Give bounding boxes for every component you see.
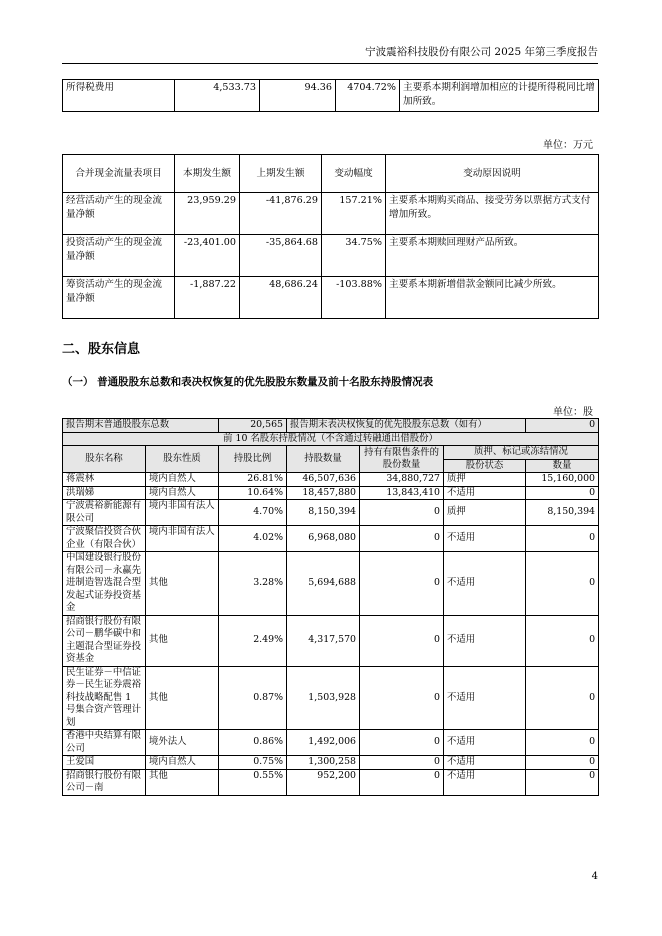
sh-status: 不适用 [444, 526, 526, 552]
cashflow-table [62, 154, 599, 319]
income-tax-table [62, 79, 599, 112]
sh-restricted: 0 [360, 756, 444, 770]
sh-ratio: 26.81% [219, 473, 287, 487]
sh-name: 宁波聚信投资合伙企业（有限合伙） [63, 526, 146, 552]
cf-change: 157.21% [322, 193, 386, 235]
cf-current: -1,887.22 [175, 277, 240, 319]
sh-shares: 1,503,928 [287, 666, 360, 730]
sh-restricted: 0 [360, 769, 444, 795]
sh-restricted: 0 [360, 730, 444, 756]
sh-count: 0 [526, 730, 599, 756]
sh-name: 王爱国 [63, 756, 146, 770]
sh-name: 香港中央结算有限公司 [63, 730, 146, 756]
table-row [63, 500, 599, 526]
total-label: 报告期末普通股股东总数 [63, 419, 219, 433]
table-header-row [63, 446, 599, 460]
sh-status: 不适用 [444, 756, 526, 770]
sh-ratio: 2.49% [219, 615, 287, 666]
sh-status: 不适用 [444, 769, 526, 795]
sh-ratio: 0.87% [219, 666, 287, 730]
sh-shares: 1,300,258 [287, 756, 360, 770]
cf-current: -23,401.00 [175, 235, 240, 277]
sh-name: 中国建设银行股份有限公司－永赢先进制造智选混合型发起式证券投资基金 [63, 552, 146, 616]
total-value: 20,565 [219, 419, 287, 433]
table-row [63, 80, 599, 112]
col-header: 质押、标记或冻结情况 [444, 446, 599, 460]
table-row [63, 666, 599, 730]
table-row [63, 552, 599, 616]
sh-count: 0 [526, 486, 599, 500]
sh-status: 不适用 [444, 486, 526, 500]
sh-shares: 46,507,636 [287, 473, 360, 487]
shareholders-table [62, 418, 599, 796]
table-header-row [63, 155, 599, 193]
table-row [63, 730, 599, 756]
col-header: 变动幅度 [322, 155, 386, 193]
sh-status: 质押 [444, 500, 526, 526]
header-rule [62, 63, 598, 64]
cf-reason: 主要系本期购买商品、接受劳务以票据方式支付增加所致。 [386, 193, 599, 235]
table-row [63, 756, 599, 770]
sh-status: 质押 [444, 473, 526, 487]
table-row [63, 473, 599, 487]
sh-count: 0 [526, 756, 599, 770]
sh-restricted: 0 [360, 500, 444, 526]
table-row [63, 235, 599, 277]
cf-previous: -35,864.68 [240, 235, 322, 277]
sh-name: 洪瑞娣 [63, 486, 146, 500]
cf-item: 经营活动产生的现金流量净额 [63, 193, 175, 235]
sh-shares: 5,694,688 [287, 552, 360, 616]
sh-nature: 境外法人 [146, 730, 219, 756]
sh-ratio: 10.64% [219, 486, 287, 500]
sh-name: 招商银行股份有限公司－鹏华碳中和主题混合型证券投资基金 [63, 615, 146, 666]
table-row [63, 419, 599, 433]
sh-shares: 6,968,080 [287, 526, 360, 552]
sh-nature: 境内自然人 [146, 756, 219, 770]
cf-reason: 主要系本期新增借款金额同比减少所致。 [386, 277, 599, 319]
sh-shares: 18,457,880 [287, 486, 360, 500]
sh-name: 蒋震林 [63, 473, 146, 487]
tax-change: 4704.72% [336, 80, 400, 112]
cf-previous: -41,876.29 [240, 193, 322, 235]
table-row [63, 615, 599, 666]
sh-name: 宁波震裕新能源有限公司 [63, 500, 146, 526]
sh-nature: 境内非国有法人 [146, 526, 219, 552]
table-row [63, 526, 599, 552]
cf-item: 筹资活动产生的现金流量净额 [63, 277, 175, 319]
sh-shares: 8,150,394 [287, 500, 360, 526]
tax-current: 4,533.73 [175, 80, 260, 112]
sh-name: 招商银行股份有限公司－南 [63, 769, 146, 795]
sh-restricted: 34,880,727 [360, 473, 444, 487]
sh-nature: 其他 [146, 615, 219, 666]
sh-ratio: 0.55% [219, 769, 287, 795]
col-header: 持股数量 [287, 446, 360, 473]
col-header: 合并现金流量表项目 [63, 155, 175, 193]
sh-ratio: 3.28% [219, 552, 287, 616]
sh-restricted: 13,843,410 [360, 486, 444, 500]
sh-count: 0 [526, 769, 599, 795]
section-title: 二、股东信息 [62, 342, 141, 357]
pref-value: 0 [526, 419, 599, 433]
sh-ratio: 4.02% [219, 526, 287, 552]
cf-reason: 主要系本期赎回理财产品所致。 [386, 235, 599, 277]
sh-ratio: 4.70% [219, 500, 287, 526]
tax-previous: 94.36 [260, 80, 336, 112]
shareholders-unit: 单位：股 [553, 407, 593, 418]
table-row [63, 769, 599, 795]
subsection-title: （一） 普通股股东总数和表决权恢复的优先股股东数量及前十名股东持股情况表 [62, 376, 434, 388]
col-header: 股东名称 [63, 446, 146, 473]
sh-restricted: 0 [360, 615, 444, 666]
sh-nature: 境内自然人 [146, 473, 219, 487]
col-header: 数量 [526, 459, 599, 473]
sh-count: 0 [526, 666, 599, 730]
sh-status: 不适用 [444, 615, 526, 666]
cf-change: 34.75% [322, 235, 386, 277]
pref-label: 报告期末表决权恢复的优先股股东总数（如有） [287, 419, 526, 433]
tax-reason: 主要系本期利润增加相应的计提所得税同比增加所致。 [400, 80, 599, 112]
sh-nature: 境内自然人 [146, 486, 219, 500]
col-header: 股份状态 [444, 459, 526, 473]
col-header: 变动原因说明 [386, 155, 599, 193]
cf-previous: 48,686.24 [240, 277, 322, 319]
col-header: 持股比例 [219, 446, 287, 473]
sh-count: 0 [526, 615, 599, 666]
table-row [63, 193, 599, 235]
col-header: 上期发生额 [240, 155, 322, 193]
sh-ratio: 0.86% [219, 730, 287, 756]
sh-status: 不适用 [444, 552, 526, 616]
sh-shares: 4,317,570 [287, 615, 360, 666]
page-number: 4 [591, 871, 598, 882]
sh-name: 民生证券－中信证券－民生证券震裕科技战略配售 1 号集合资产管理计划 [63, 666, 146, 730]
sh-count: 8,150,394 [526, 500, 599, 526]
cf-change: -103.88% [322, 277, 386, 319]
sh-ratio: 0.75% [219, 756, 287, 770]
sh-count: 0 [526, 526, 599, 552]
sh-status: 不适用 [444, 666, 526, 730]
sh-nature: 其他 [146, 552, 219, 616]
sh-count: 0 [526, 552, 599, 616]
sh-nature: 境内非国有法人 [146, 500, 219, 526]
cashflow-unit: 单位：万元 [543, 140, 593, 151]
sh-restricted: 0 [360, 526, 444, 552]
sh-status: 不适用 [444, 730, 526, 756]
report-header: 宁波震裕科技股份有限公司 2025 年第三季度报告 [365, 46, 598, 58]
col-header: 股东性质 [146, 446, 219, 473]
sh-restricted: 0 [360, 666, 444, 730]
sh-nature: 其他 [146, 769, 219, 795]
sh-shares: 1,492,006 [287, 730, 360, 756]
top10-label: 前 10 名股东持股情况（不含通过转融通出借股份） [63, 432, 599, 446]
sh-restricted: 0 [360, 552, 444, 616]
sh-nature: 其他 [146, 666, 219, 730]
col-header: 本期发生额 [175, 155, 240, 193]
table-row [63, 486, 599, 500]
table-row [63, 432, 599, 446]
col-header: 持有有限售条件的股份数量 [360, 446, 444, 473]
cf-item: 投资活动产生的现金流量净额 [63, 235, 175, 277]
table-row [63, 277, 599, 319]
sh-shares: 952,200 [287, 769, 360, 795]
tax-item: 所得税费用 [63, 80, 175, 112]
sh-count: 15,160,000 [526, 473, 599, 487]
cf-current: 23,959.29 [175, 193, 240, 235]
